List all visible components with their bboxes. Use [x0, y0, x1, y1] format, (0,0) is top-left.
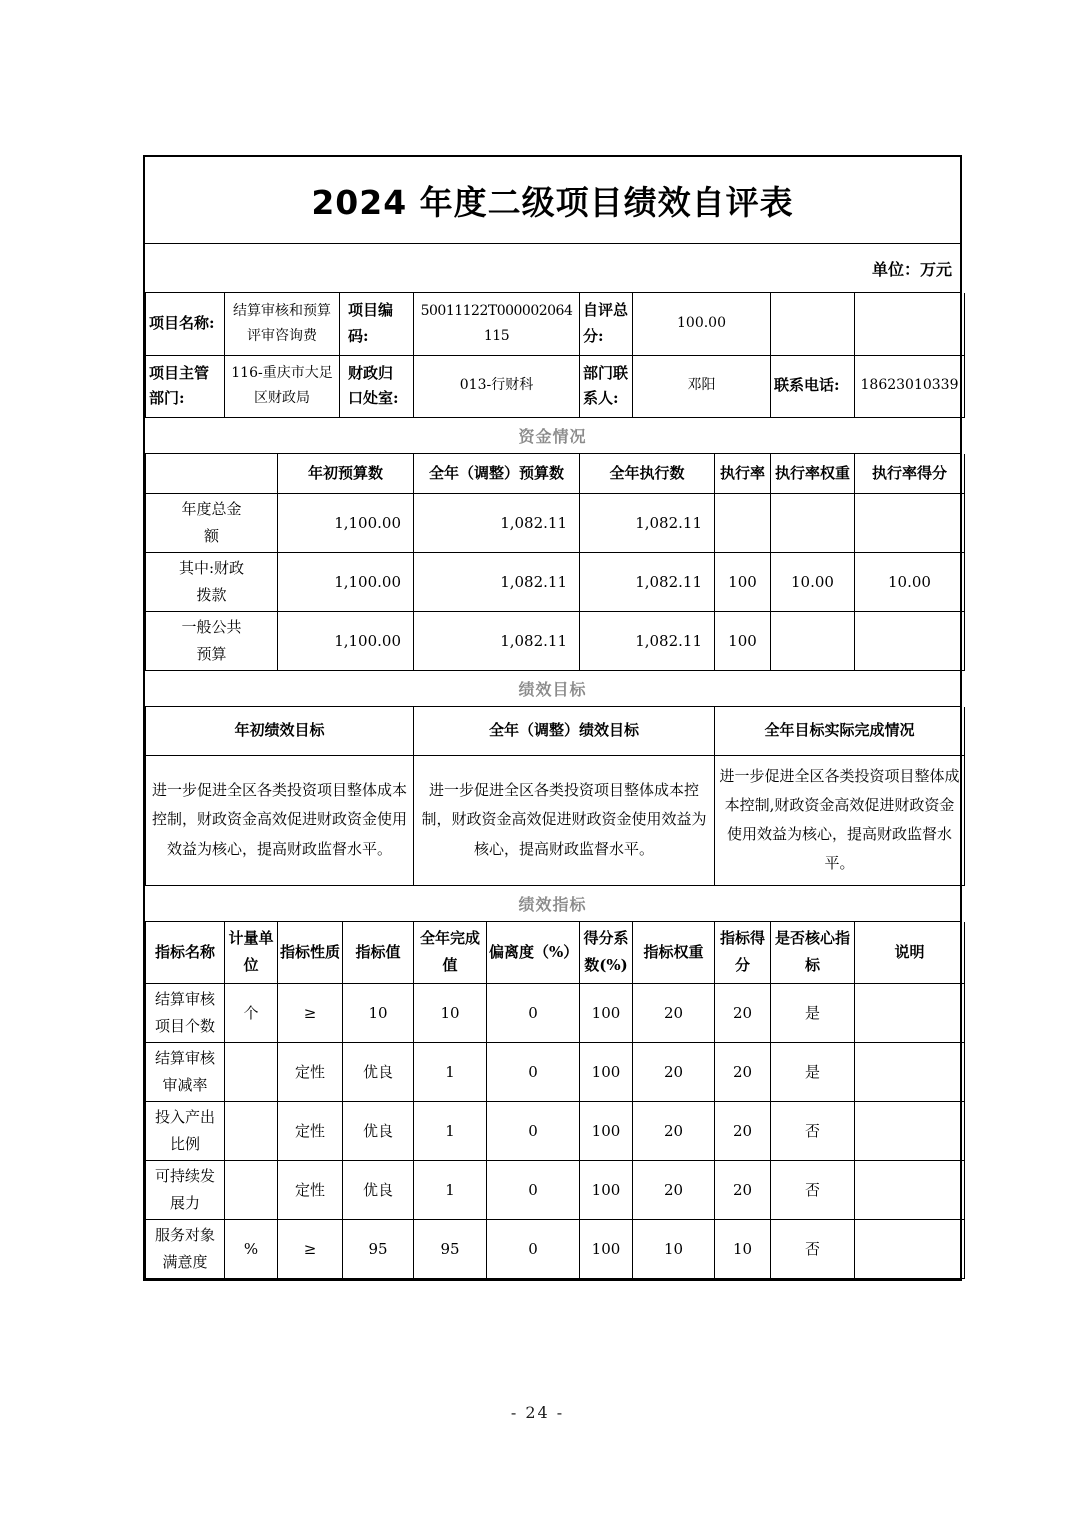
cell: 1,100.00 [278, 494, 414, 553]
cell: 可持续发展力 [146, 1161, 225, 1220]
cell: 100 [580, 1043, 633, 1102]
cell: 结算审核项目个数 [146, 984, 225, 1043]
cell [855, 494, 965, 553]
column-header: 执行率得分 [855, 454, 965, 494]
cell: 1,100.00 [278, 612, 414, 671]
funding-table [145, 454, 965, 672]
column-header: 得分系数(%) [580, 922, 633, 984]
cell: 100.00 [633, 293, 771, 355]
cell: 定性 [278, 1043, 343, 1102]
table-row [146, 494, 965, 553]
cell: 20 [633, 1043, 715, 1102]
info-table [145, 293, 965, 418]
table-row [146, 293, 965, 355]
page-number: - 24 - [510, 1403, 565, 1422]
cell: 20 [715, 1161, 771, 1220]
cell: 10.00 [771, 553, 855, 612]
table-row [146, 1220, 965, 1279]
cell: 否 [771, 1161, 855, 1220]
cell: 项目主管部门: [146, 355, 225, 417]
cell: 95 [414, 1220, 487, 1279]
cell: 1 [414, 1102, 487, 1161]
indicators-table [145, 922, 965, 1280]
cell [855, 612, 965, 671]
cell: 是 [771, 984, 855, 1043]
column-header: 年初绩效目标 [146, 707, 414, 755]
cell [855, 1102, 965, 1161]
cell [855, 1161, 965, 1220]
cell: 1,082.11 [580, 553, 715, 612]
cell: 100 [580, 1220, 633, 1279]
section-header-funding: 资金情况 [145, 418, 960, 454]
cell: 进一步促进全区各类投资项目整体成本控制，财政资金高效促进财政资金使用效益为核心，提高财政监督水平。 [146, 755, 414, 885]
table-row [146, 1161, 965, 1220]
column-header: 指标名称 [146, 922, 225, 984]
cell: 0 [487, 1161, 580, 1220]
cell [225, 1102, 278, 1161]
cell [715, 494, 771, 553]
cell: 项目名称: [146, 293, 225, 355]
cell: 1 [414, 1161, 487, 1220]
cell: 013-行财科 [414, 355, 580, 417]
cell: 10 [414, 984, 487, 1043]
column-header: 执行率权重 [771, 454, 855, 494]
cell: 结算审核和预算评审咨询费 [225, 293, 340, 355]
cell: % [225, 1220, 278, 1279]
cell: 联系电话: [771, 355, 855, 417]
column-header: 说明 [855, 922, 965, 984]
column-header: 全年完成值 [414, 922, 487, 984]
cell [855, 1043, 965, 1102]
column-header: 全年执行数 [580, 454, 715, 494]
cell: 20 [715, 1043, 771, 1102]
cell: 50011122T000002064115 [414, 293, 580, 355]
cell [771, 293, 855, 355]
cell: 结算审核审减率 [146, 1043, 225, 1102]
cell: 1,082.11 [414, 553, 580, 612]
table-row [146, 984, 965, 1043]
section-header-indicators: 绩效指标 [145, 886, 960, 922]
column-header: 指标得分 [715, 922, 771, 984]
cell: 10 [715, 1220, 771, 1279]
cell: 20 [715, 1102, 771, 1161]
cell: 一般公共预算 [146, 612, 278, 671]
document-sheet [143, 155, 962, 1281]
cell: 20 [633, 1161, 715, 1220]
cell: 否 [771, 1220, 855, 1279]
cell: 否 [771, 1102, 855, 1161]
page-title: 2024 年度二级项目绩效自评表 [145, 157, 960, 244]
cell: 10 [343, 984, 414, 1043]
cell: 年度总金额 [146, 494, 278, 553]
table-row [146, 755, 965, 885]
cell: 10.00 [855, 553, 965, 612]
column-header: 指标性质 [278, 922, 343, 984]
cell: 20 [633, 984, 715, 1043]
cell: 100 [580, 1161, 633, 1220]
cell: 1 [414, 1043, 487, 1102]
cell: 0 [487, 1043, 580, 1102]
table-row [146, 355, 965, 417]
cell: ≥ [278, 1220, 343, 1279]
cell: 是 [771, 1043, 855, 1102]
table-header-row [146, 454, 965, 494]
column-header: 是否核心指标 [771, 922, 855, 984]
cell: 1,100.00 [278, 553, 414, 612]
section-header-goals: 绩效目标 [145, 671, 960, 707]
cell: 个 [225, 984, 278, 1043]
cell [225, 1161, 278, 1220]
cell [855, 1220, 965, 1279]
table-row [146, 612, 965, 671]
cell: 财政归口处室: [340, 355, 414, 417]
cell: 0 [487, 984, 580, 1043]
cell: 其中:财政拨款 [146, 553, 278, 612]
table-row [146, 1102, 965, 1161]
cell [771, 612, 855, 671]
cell: 1,082.11 [414, 494, 580, 553]
cell [771, 494, 855, 553]
table-header-row [146, 707, 965, 755]
cell: 部门联系人: [580, 355, 633, 417]
cell: 1,082.11 [580, 612, 715, 671]
cell: 优良 [343, 1161, 414, 1220]
cell: 0 [487, 1220, 580, 1279]
cell: 自评总分: [580, 293, 633, 355]
cell: 116-重庆市大足区财政局 [225, 355, 340, 417]
cell: 95 [343, 1220, 414, 1279]
cell [855, 984, 965, 1043]
cell: 18623010339 [855, 355, 965, 417]
table-row [146, 553, 965, 612]
column-header: 全年（调整）绩效目标 [414, 707, 715, 755]
unit-label: 单位：万元 [145, 244, 960, 293]
cell: 10 [633, 1220, 715, 1279]
cell [855, 293, 965, 355]
cell: 100 [715, 553, 771, 612]
cell: 100 [715, 612, 771, 671]
cell: 投入产出比例 [146, 1102, 225, 1161]
column-header: 指标值 [343, 922, 414, 984]
cell: 项目编码: [340, 293, 414, 355]
cell: 100 [580, 1102, 633, 1161]
column-header: 全年（调整）预算数 [414, 454, 580, 494]
table-header-row [146, 922, 965, 984]
column-header: 执行率 [715, 454, 771, 494]
cell: 邓阳 [633, 355, 771, 417]
cell: 优良 [343, 1102, 414, 1161]
cell [225, 1043, 278, 1102]
column-header: 年初预算数 [278, 454, 414, 494]
goals-table [145, 707, 965, 886]
cell: ≥ [278, 984, 343, 1043]
cell: 定性 [278, 1161, 343, 1220]
column-header: 指标权重 [633, 922, 715, 984]
table-row [146, 1043, 965, 1102]
cell: 1,082.11 [414, 612, 580, 671]
column-header: 偏离度（%） [487, 922, 580, 984]
cell: 进一步促进全区各类投资项目整体成本控制,财政资金高效促进财政资金使用效益为核心，提高财政监督水平。 [715, 755, 965, 885]
column-header: 全年目标实际完成情况 [715, 707, 965, 755]
cell: 定性 [278, 1102, 343, 1161]
column-header: 计量单位 [225, 922, 278, 984]
cell: 服务对象满意度 [146, 1220, 225, 1279]
cell: 优良 [343, 1043, 414, 1102]
cell: 20 [633, 1102, 715, 1161]
cell: 进一步促进全区各类投资项目整体成本控制，财政资金高效促进财政资金使用效益为核心，提高财政监督水平。 [414, 755, 715, 885]
cell: 20 [715, 984, 771, 1043]
cell: 100 [580, 984, 633, 1043]
cell: 0 [487, 1102, 580, 1161]
cell: 1,082.11 [580, 494, 715, 553]
column-header [146, 454, 278, 494]
